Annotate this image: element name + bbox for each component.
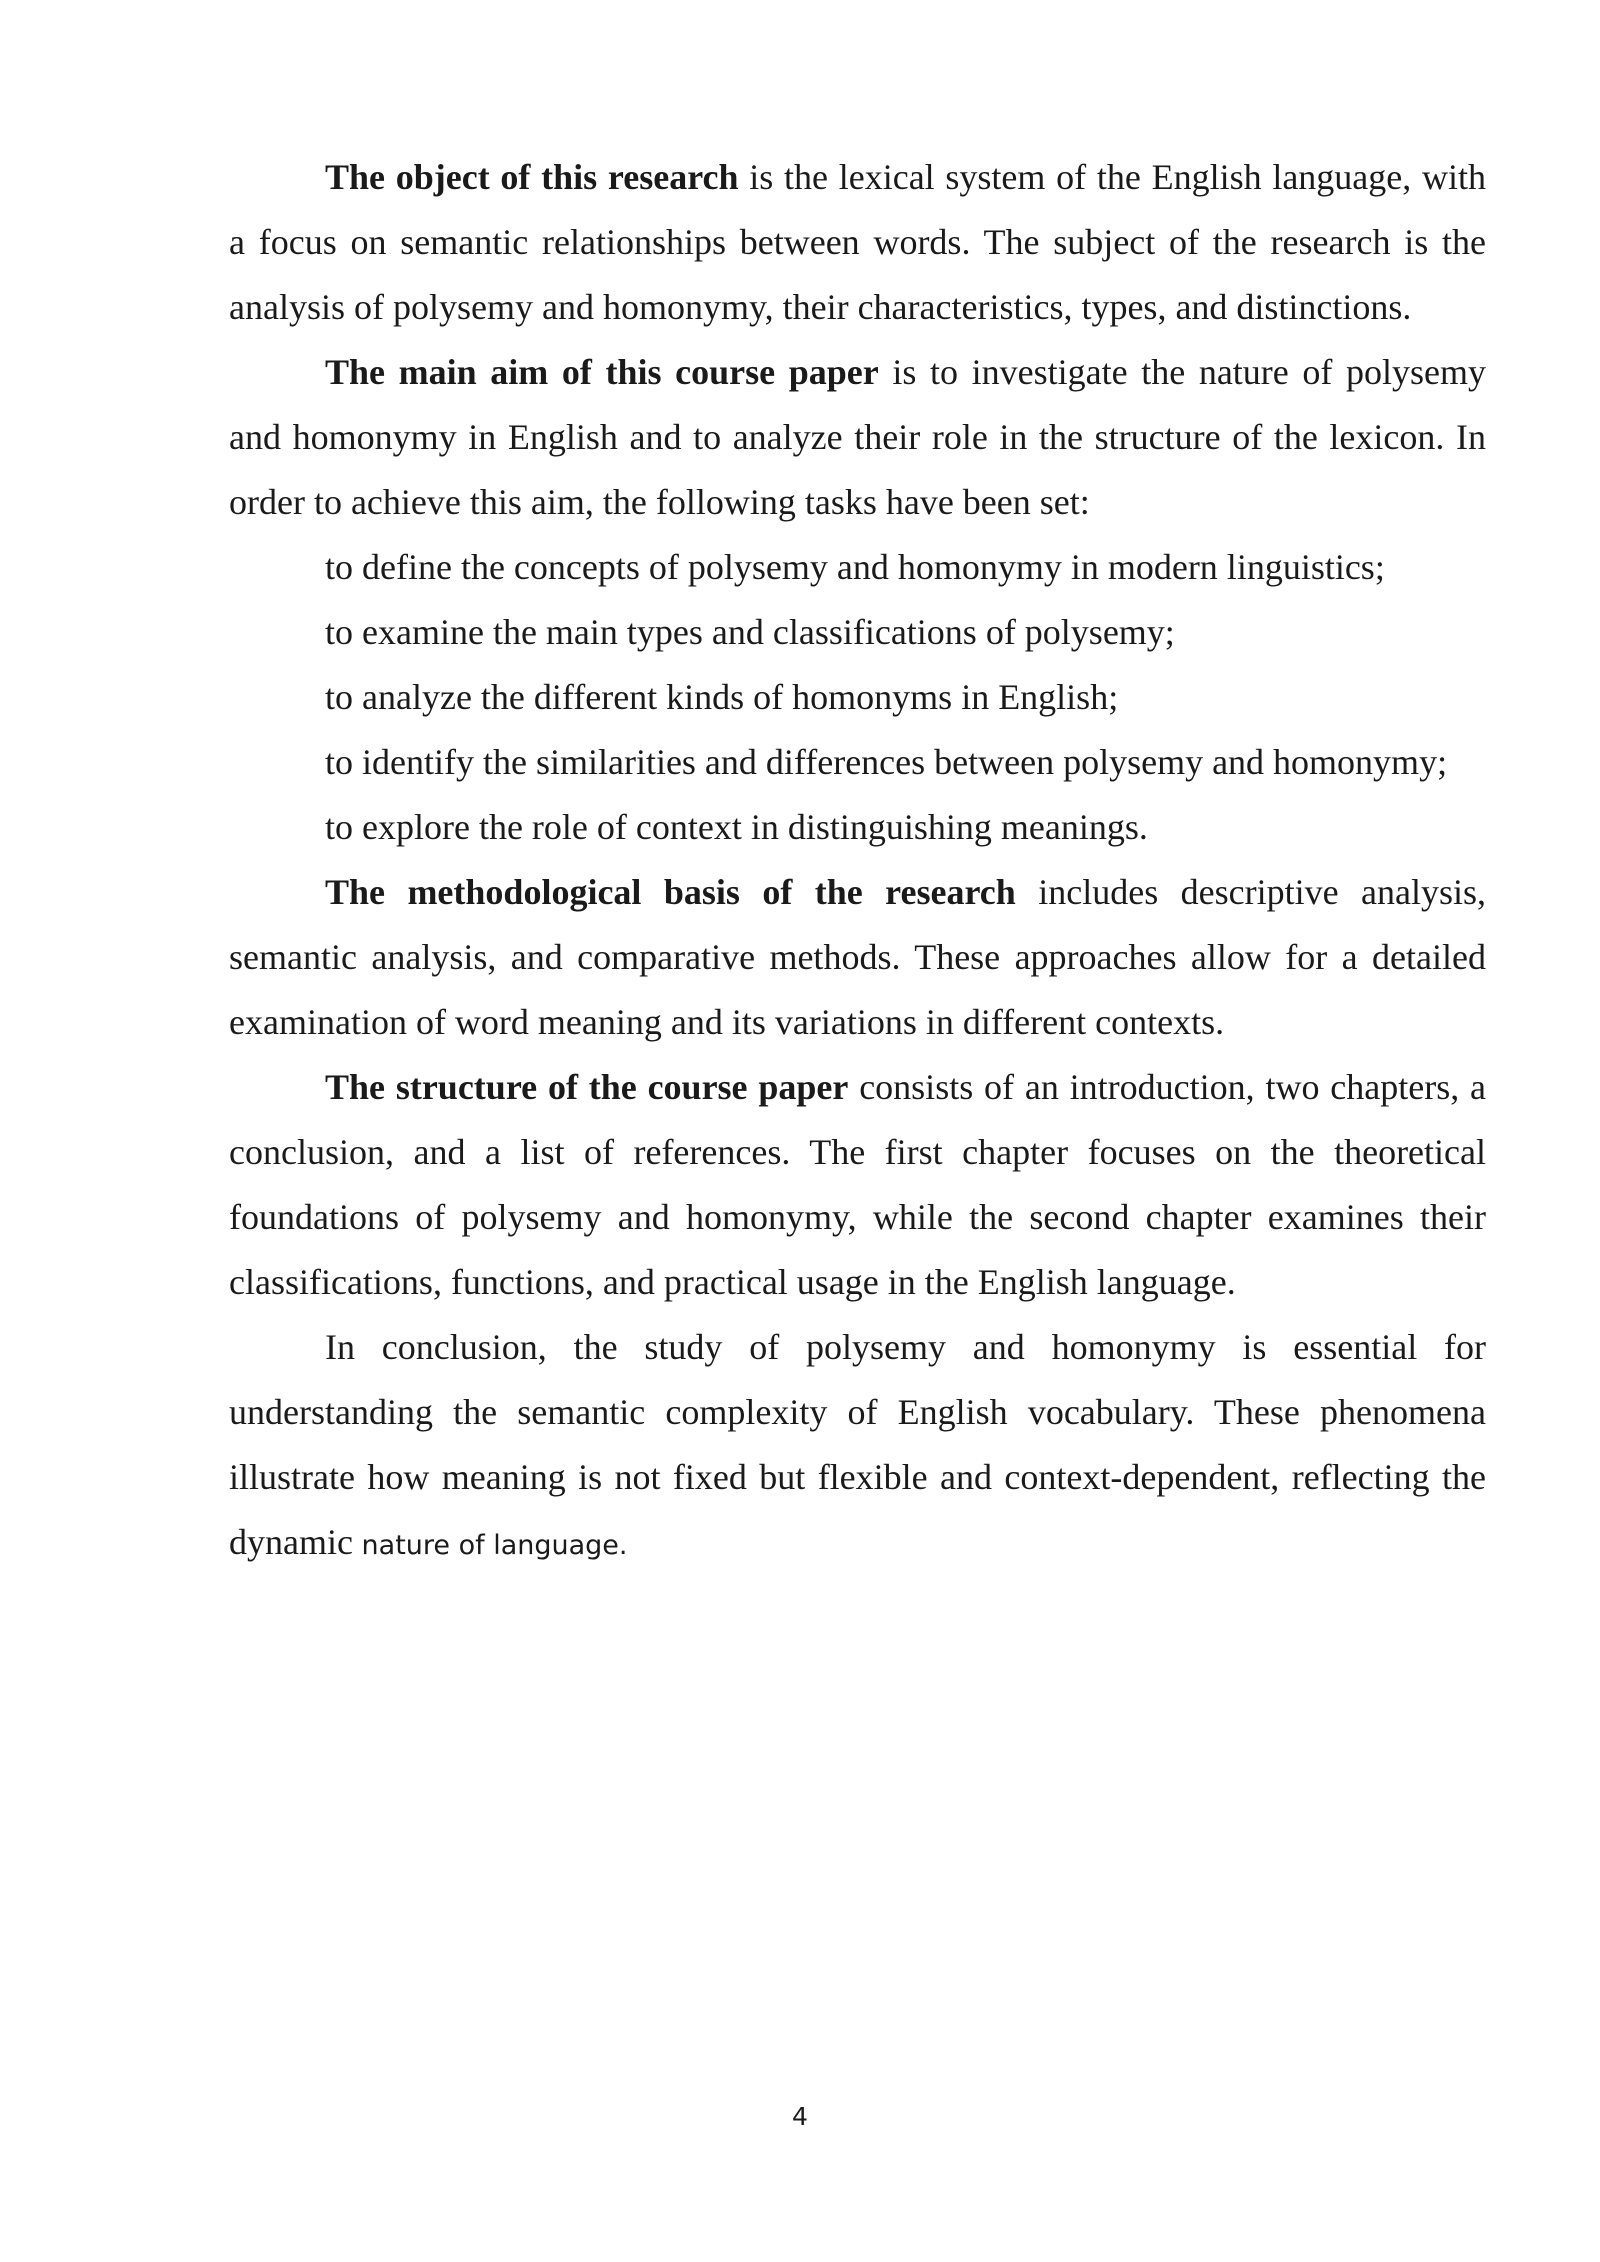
task-item: to examine the main types and classifications of polysemy; [325, 612, 1175, 652]
paragraph-object-text: is the lexical system of the English language, with a focus on semantic relationships between words. The subject of the research is the analysis of polysemy and homonymy, their characteristics, types, and distinctions. [229, 157, 1486, 327]
paragraph-conclusion-tail: nature of language. [352, 1530, 628, 1561]
paragraph-structure-lead: The structure of the course paper [325, 1067, 849, 1107]
task-item: to identify the similarities and differences between polysemy and homonymy; [325, 742, 1448, 782]
paragraph-structure-text: consists of an introduction, two chapters, a conclusion, and a list of references. The first chapter focuses on the theoretical foundations of polysemy and homonymy, while the second chapter examines their classifications, functions, and practical usage in the English language. [229, 1067, 1487, 1302]
paragraph-aim-lead: The main aim of this course paper [325, 352, 879, 392]
paragraph-object [229, 145, 1486, 340]
paragraph-aim-text: is to investigate the nature of polysemy and homonymy in English and to analyze their role in the structure of the lexicon. In order to achieve this aim, the following tasks have been set: [229, 352, 1486, 522]
paragraph-methodology-lead: The methodological basis of the research [325, 872, 1016, 912]
paragraph-methodology [229, 860, 1486, 1055]
task-item: to explore the role of context in distinguishing meanings. [325, 807, 1148, 847]
paragraph-conclusion [229, 1315, 1486, 1578]
paragraph-aim [229, 340, 1486, 535]
paragraph-conclusion-text: In conclusion, the study of polysemy and homonymy is essential for understanding the semantic complexity of English vocabulary. These phenomena illustrate how meaning is not fixed but flexible and context-dependent, reflecting the dynamic [229, 1327, 1486, 1562]
paragraph-methodology-text: includes descriptive analysis, semantic analysis, and comparative methods. These approaches allow for a detailed examination of word meaning and its variations in different contexts. [229, 872, 1487, 1042]
paragraph-object-lead: The object of this research [325, 157, 739, 197]
task-item: to define the concepts of polysemy and homonymy in modern linguistics; [325, 547, 1385, 587]
paragraph-structure [229, 1055, 1486, 1315]
page-body [229, 145, 1486, 1578]
page-number: 4 [792, 2102, 808, 2131]
task-item: to analyze the different kinds of homonyms in English; [325, 677, 1119, 717]
